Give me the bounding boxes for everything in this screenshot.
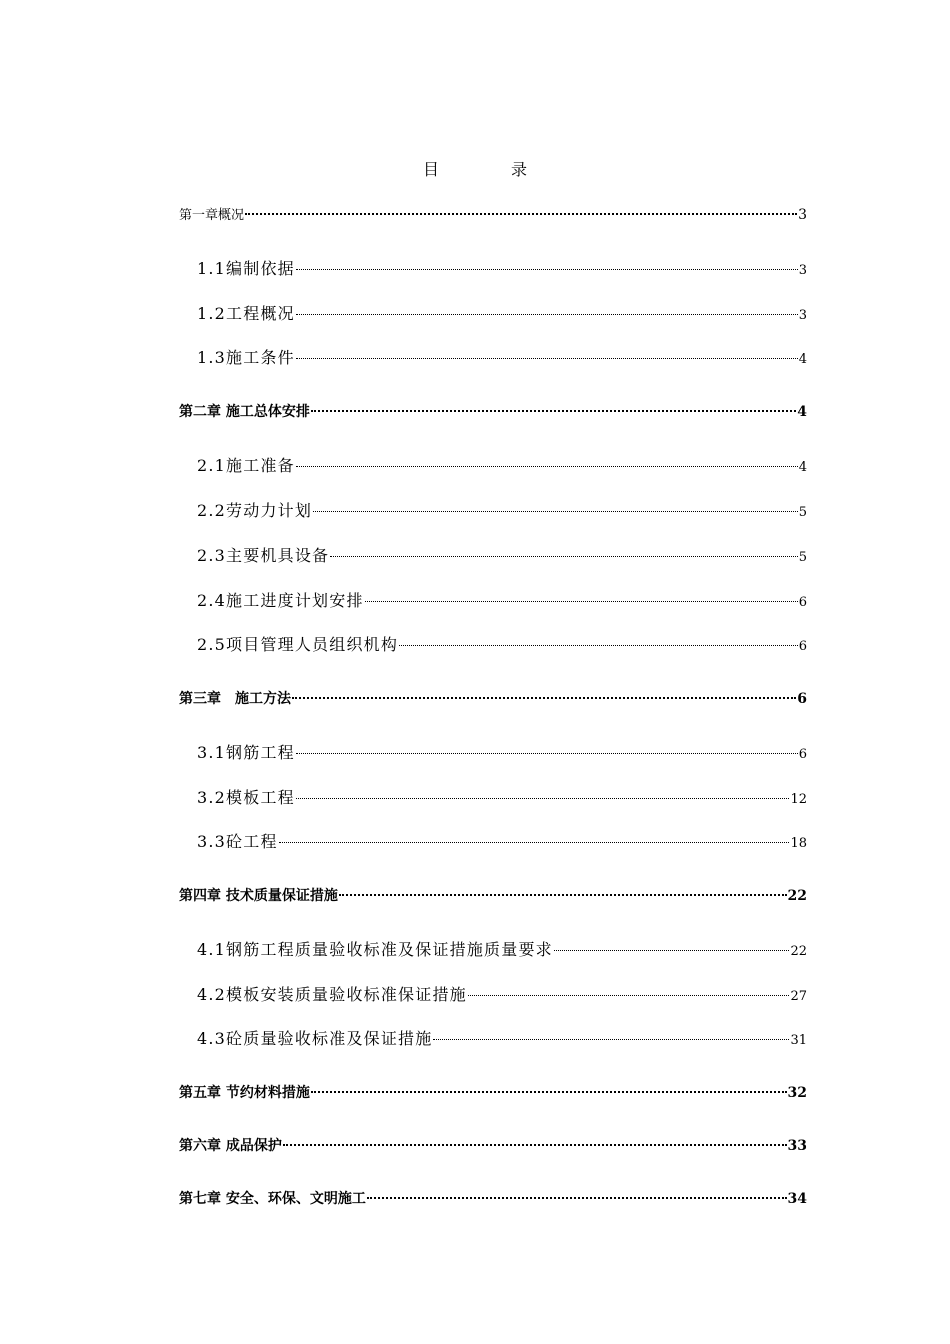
toc-entry-label: 第二章 施工总体安排: [179, 404, 310, 420]
dot-leader: [279, 826, 790, 843]
toc-entry-label: 1.3施工条件: [197, 348, 295, 367]
toc-entry-label: 2.5项目管理人员组织机构: [197, 635, 399, 654]
toc-entry-page: 31: [790, 1033, 807, 1048]
toc-entry-page: 12: [790, 792, 807, 807]
toc-entry-page: 34: [787, 1191, 807, 1207]
dot-leader: [399, 629, 798, 646]
toc-entry-3-1[interactable]: [179, 740, 807, 763]
toc-entry-page: 3: [798, 308, 807, 323]
dot-leader: [468, 979, 790, 996]
dot-leader: [330, 540, 797, 557]
toc-entry-page: 27: [790, 989, 807, 1004]
toc-entry-page: 22: [790, 944, 807, 959]
toc-entry-page: 3: [798, 263, 807, 278]
toc-entry-4-2[interactable]: [179, 982, 807, 1005]
dot-leader: [313, 495, 798, 512]
toc-entry-chapter-7[interactable]: [179, 1187, 807, 1208]
dot-leader: [367, 1183, 787, 1199]
toc-entry-label: 2.4施工进度计划安排: [197, 591, 364, 610]
toc-entry-label: 2.3主要机具设备: [197, 546, 330, 565]
toc-entry-label: 2.1施工准备: [197, 456, 295, 475]
toc-entry-page: 4: [798, 352, 807, 367]
dot-leader: [292, 683, 796, 699]
toc-entry-label: 第七章 安全、环保、文明施工: [179, 1191, 366, 1207]
toc-entry-label: 3.1钢筋工程: [197, 743, 295, 762]
dot-leader: [296, 342, 798, 359]
toc-entry-chapter-2[interactable]: [179, 400, 807, 421]
toc-entry-page: 18: [790, 836, 807, 851]
dot-leader: [283, 1130, 787, 1146]
dot-leader: [365, 585, 798, 602]
toc-entry-chapter-3[interactable]: [179, 687, 807, 708]
toc-entry-4-3[interactable]: [179, 1026, 807, 1049]
dot-leader: [296, 298, 798, 315]
toc-entry-page: 6: [797, 691, 807, 707]
toc-entry-chapter-1[interactable]: [179, 204, 807, 223]
dot-leader: [296, 782, 790, 799]
toc-entry-page: 6: [798, 639, 807, 654]
dot-leader: [245, 200, 797, 215]
toc-entry-page: 3: [798, 207, 807, 223]
toc-entry-page: 5: [798, 550, 807, 565]
toc-entry-4-1[interactable]: [179, 937, 807, 960]
toc-entry-page: 6: [798, 595, 807, 610]
toc-entry-1-3[interactable]: [179, 345, 807, 368]
dot-leader: [554, 934, 790, 951]
toc-entry-label: 2.2劳动力计划: [197, 501, 313, 520]
toc-entry-label: 第一章概况: [179, 208, 245, 223]
toc-entry-page: 5: [798, 505, 807, 520]
toc-entry-1-2[interactable]: [179, 301, 807, 324]
toc-entry-chapter-6[interactable]: [179, 1134, 807, 1155]
toc-entry-label: 4.2模板安装质量验收标准保证措施: [197, 985, 467, 1004]
toc-entry-page: 4: [797, 404, 807, 420]
dot-leader: [433, 1023, 789, 1040]
dot-leader: [296, 450, 798, 467]
toc-entry-2-2[interactable]: [179, 498, 807, 521]
toc-entry-chapter-4[interactable]: [179, 884, 807, 905]
toc-entry-chapter-5[interactable]: [179, 1081, 807, 1102]
toc-entry-2-3[interactable]: [179, 543, 807, 566]
dot-leader: [311, 1077, 787, 1093]
dot-leader: [339, 880, 787, 896]
toc-entry-label: 第四章 技术质量保证措施: [179, 888, 338, 904]
toc-entry-label: 3.2模板工程: [197, 788, 295, 807]
dot-leader: [296, 737, 798, 754]
toc-entry-3-3[interactable]: [179, 829, 807, 852]
dot-leader: [311, 396, 796, 412]
toc-entry-1-1[interactable]: [179, 256, 807, 279]
dot-leader: [296, 253, 798, 270]
toc-entry-page: 22: [787, 888, 807, 904]
toc-entry-2-5[interactable]: [179, 632, 807, 655]
toc-entry-page: 6: [798, 747, 807, 762]
toc-entry-label: 1.1编制依据: [197, 259, 295, 278]
toc-entry-page: 4: [798, 460, 807, 475]
toc-entry-label: 1.2工程概况: [197, 304, 295, 323]
toc-entry-label: 第六章 成品保护: [179, 1138, 282, 1154]
toc-entry-label: 4.3砼质量验收标准及保证措施: [197, 1029, 433, 1048]
toc-entry-page: 33: [787, 1138, 807, 1154]
toc-entry-3-2[interactable]: [179, 785, 807, 808]
toc-entry-label: 第三章 施工方法: [179, 691, 291, 707]
toc-title: 目 录: [422, 160, 555, 179]
toc-entry-label: 3.3砼工程: [197, 832, 278, 851]
toc-entry-page: 32: [787, 1085, 807, 1101]
toc-entry-2-1[interactable]: [179, 453, 807, 476]
toc-entry-label: 4.1钢筋工程质量验收标准及保证措施质量要求: [197, 940, 553, 959]
toc-entry-label: 第五章 节约材料措施: [179, 1085, 310, 1101]
toc-entry-2-4[interactable]: [179, 588, 807, 611]
